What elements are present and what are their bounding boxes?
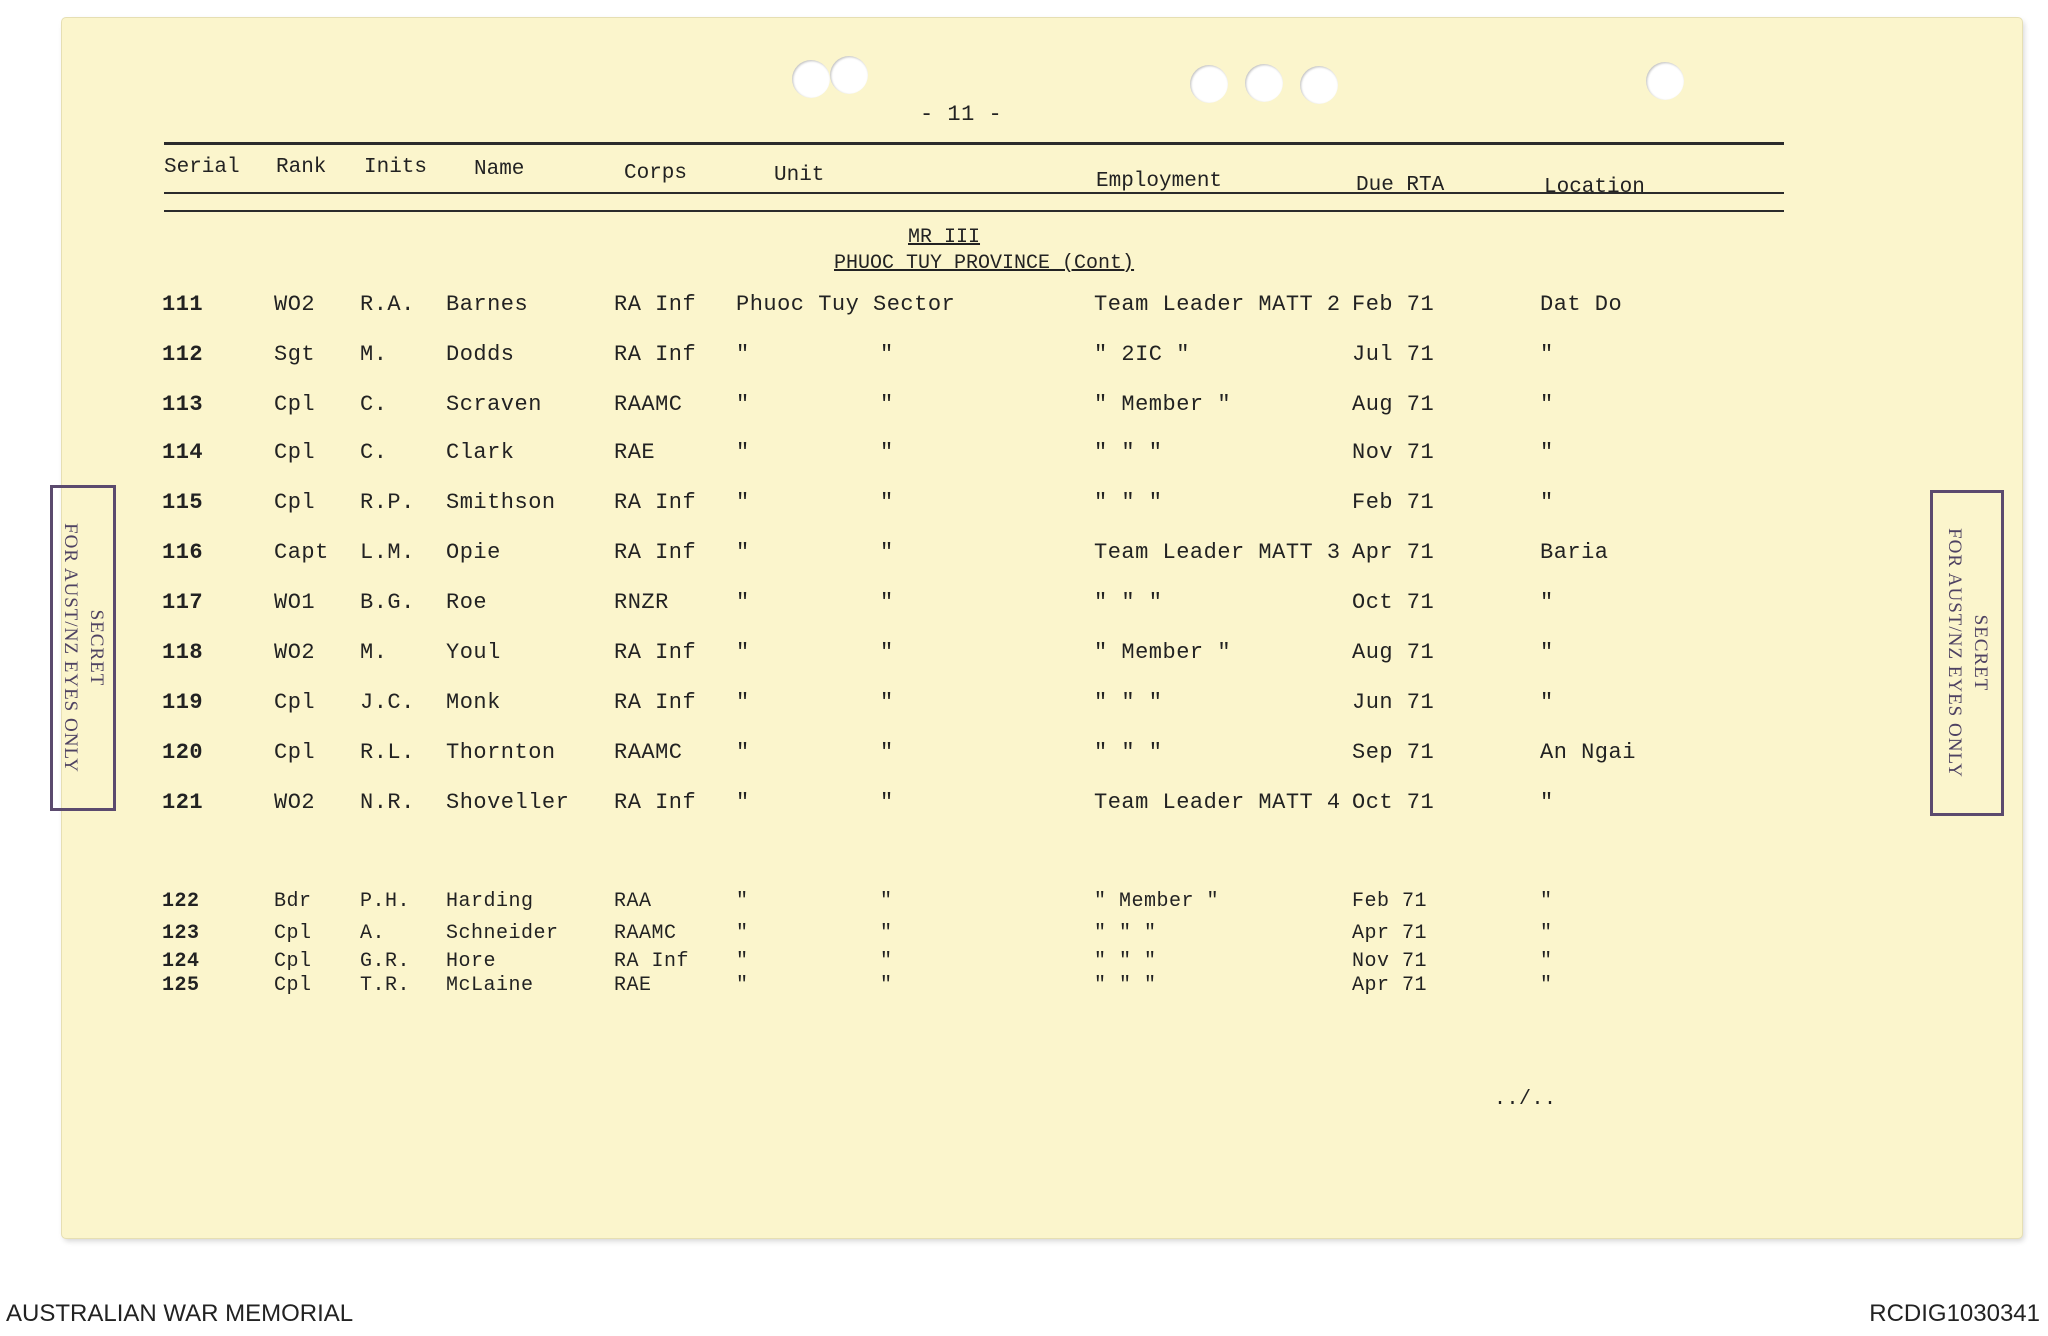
stamp-line-secret: SECRET — [86, 609, 108, 687]
cell-rank: Cpl — [274, 690, 316, 715]
cell-due-rta: Nov 71 — [1352, 950, 1428, 973]
cell-corps: RAE — [614, 440, 656, 465]
cell-corps: RA Inf — [614, 790, 697, 815]
cell-unit-a: " — [736, 790, 750, 815]
cell-serial: 124 — [162, 950, 200, 973]
footer-source: AUSTRALIAN WAR MEMORIAL — [6, 1300, 354, 1327]
cell-due-rta: Feb 71 — [1352, 292, 1435, 317]
cell-name: Barnes — [446, 292, 529, 317]
cell-serial: 113 — [162, 392, 204, 417]
cell-inits: M. — [360, 640, 388, 665]
cell-due-rta: Jul 71 — [1352, 342, 1435, 367]
secret-stamp-left — [50, 485, 116, 811]
cell-unit-b: " — [880, 440, 894, 465]
header-rule-top — [164, 142, 1784, 145]
cell-employment: Team Leader MATT 3 — [1094, 540, 1341, 565]
cell-corps: RA Inf — [614, 292, 697, 317]
cell-unit-b: " — [880, 950, 893, 973]
col-header-due-rta: Due RTA — [1356, 174, 1445, 197]
cell-corps: RA Inf — [614, 640, 697, 665]
cell-corps: RA Inf — [614, 540, 697, 565]
cell-location: Dat Do — [1540, 292, 1623, 317]
cell-inits: C. — [360, 440, 388, 465]
cell-due-rta: Apr 71 — [1352, 922, 1428, 945]
cell-unit-b: " — [880, 922, 893, 945]
cell-unit-b: " — [880, 590, 894, 615]
cell-unit-b: " — [880, 490, 894, 515]
cell-corps: RAE — [614, 974, 652, 997]
cell-rank: Capt — [274, 540, 329, 565]
col-header-name: Name — [474, 158, 525, 181]
cell-name: Opie — [446, 540, 501, 565]
cell-employment: " Member " — [1094, 890, 1220, 913]
cell-serial: 118 — [162, 640, 204, 665]
cell-employment: " " " — [1094, 922, 1157, 945]
cell-location: " — [1540, 974, 1553, 997]
cell-inits: M. — [360, 342, 388, 367]
cell-due-rta: Aug 71 — [1352, 640, 1435, 665]
cell-inits: A. — [360, 922, 386, 945]
footer-id: RCDIG1030341 — [1869, 1300, 2040, 1327]
cell-employment: " " " — [1094, 690, 1163, 715]
cell-employment: Team Leader MATT 2 — [1094, 292, 1341, 317]
cell-due-rta: Feb 71 — [1352, 890, 1428, 913]
cell-due-rta: Feb 71 — [1352, 490, 1435, 515]
cell-due-rta: Nov 71 — [1352, 440, 1435, 465]
cell-inits: J.C. — [360, 690, 415, 715]
cell-unit-a: " — [736, 974, 749, 997]
cell-unit-b: " — [880, 740, 894, 765]
cell-location: " — [1540, 950, 1553, 973]
cell-due-rta: Apr 71 — [1352, 974, 1428, 997]
cell-name: Clark — [446, 440, 515, 465]
cell-inits: C. — [360, 392, 388, 417]
cell-name: McLaine — [446, 974, 534, 997]
punch-hole — [1646, 62, 1684, 100]
cell-inits: P.H. — [360, 890, 411, 913]
cell-location: " — [1540, 922, 1553, 945]
stamp-line-eyes-only: FOR AUST/NZ EYES ONLY — [1944, 528, 1966, 778]
cell-due-rta: Oct 71 — [1352, 590, 1435, 615]
cell-unit-a: " — [736, 922, 749, 945]
cell-corps: RAA — [614, 890, 652, 913]
col-header-serial: Serial — [164, 156, 240, 179]
document-page — [62, 18, 2022, 1238]
stamp-line-secret: SECRET — [1970, 614, 1992, 692]
cell-location: " — [1540, 392, 1554, 417]
section-province: PHUOC TUY PROVINCE (Cont) — [834, 252, 1135, 275]
col-header-employment: Employment — [1096, 170, 1223, 193]
cell-due-rta: Sep 71 — [1352, 740, 1435, 765]
cell-unit-a: " — [736, 392, 750, 417]
col-header-rank: Rank — [276, 156, 327, 179]
cell-employment: " " " — [1094, 950, 1157, 973]
cell-corps: RA Inf — [614, 342, 697, 367]
cell-corps: RAAMC — [614, 922, 677, 945]
cell-employment: " 2IC " — [1094, 342, 1190, 367]
punch-hole — [830, 56, 868, 94]
cell-due-rta: Oct 71 — [1352, 790, 1435, 815]
cell-serial: 112 — [162, 342, 204, 367]
cell-serial: 120 — [162, 740, 204, 765]
cell-rank: WO1 — [274, 590, 316, 615]
section-region: MR III — [908, 226, 981, 249]
cell-rank: Sgt — [274, 342, 316, 367]
cell-unit-a: " — [736, 490, 750, 515]
cell-location: " — [1540, 790, 1554, 815]
page-number: - 11 - — [920, 102, 1003, 127]
col-header-location: Location — [1544, 176, 1645, 199]
cell-unit-b: " — [880, 890, 893, 913]
cell-serial: 119 — [162, 690, 204, 715]
cell-employment: " " " — [1094, 490, 1163, 515]
cell-inits: R.L. — [360, 740, 415, 765]
cell-unit-a: " — [736, 440, 750, 465]
cell-inits: L.M. — [360, 540, 415, 565]
cell-corps: RAAMC — [614, 392, 683, 417]
cell-employment: Team Leader MATT 4 — [1094, 790, 1341, 815]
cell-employment: " " " — [1094, 974, 1157, 997]
cell-location: Baria — [1540, 540, 1609, 565]
cell-name: Hore — [446, 950, 497, 973]
cell-serial: 125 — [162, 974, 200, 997]
cell-serial: 111 — [162, 292, 204, 317]
cell-rank: WO2 — [274, 292, 316, 317]
cell-name: Schneider — [446, 922, 559, 945]
cell-employment: " " " — [1094, 740, 1163, 765]
cell-inits: G.R. — [360, 950, 411, 973]
punch-hole — [1300, 66, 1338, 104]
cell-unit-b: " — [880, 974, 893, 997]
cell-name: Dodds — [446, 342, 515, 367]
punch-hole — [792, 60, 830, 98]
cell-corps: RA Inf — [614, 490, 697, 515]
cell-serial: 116 — [162, 540, 204, 565]
cell-rank: WO2 — [274, 790, 316, 815]
col-header-inits: Inits — [364, 156, 428, 179]
cell-unit-b: " — [880, 640, 894, 665]
header-rule-bottom — [164, 210, 1784, 212]
cell-location: An Ngai — [1540, 740, 1636, 765]
cell-name: Shoveller — [446, 790, 570, 815]
cell-name: Monk — [446, 690, 501, 715]
cell-serial: 121 — [162, 790, 204, 815]
cell-inits: T.R. — [360, 974, 411, 997]
cell-corps: RA Inf — [614, 690, 697, 715]
cell-location: " — [1540, 690, 1554, 715]
cell-corps: RNZR — [614, 590, 669, 615]
col-header-unit: Unit — [774, 164, 825, 187]
cell-serial: 122 — [162, 890, 200, 913]
cell-unit-a: " — [736, 540, 750, 565]
cell-rank: Cpl — [274, 490, 316, 515]
cell-location: " — [1540, 342, 1554, 367]
stamp-line-eyes-only: FOR AUST/NZ EYES ONLY — [60, 523, 82, 773]
cell-employment: " " " — [1094, 440, 1163, 465]
cell-rank: Cpl — [274, 392, 316, 417]
continuation-mark: ../.. — [1494, 1088, 1557, 1111]
cell-serial: 114 — [162, 440, 204, 465]
cell-employment: " Member " — [1094, 392, 1232, 417]
cell-serial: 115 — [162, 490, 204, 515]
cell-unit-a: " — [736, 640, 750, 665]
cell-location: " — [1540, 890, 1553, 913]
cell-unit-a: " — [736, 890, 749, 913]
cell-unit-a: " — [736, 690, 750, 715]
cell-rank: Cpl — [274, 950, 312, 973]
cell-serial: 117 — [162, 590, 204, 615]
cell-inits: B.G. — [360, 590, 415, 615]
cell-unit-b: " — [880, 540, 894, 565]
cell-name: Smithson — [446, 490, 556, 515]
cell-employment: " " " — [1094, 590, 1163, 615]
cell-unit-b: " — [880, 342, 894, 367]
cell-due-rta: Apr 71 — [1352, 540, 1435, 565]
cell-employment: " Member " — [1094, 640, 1232, 665]
cell-unit-a: " — [736, 590, 750, 615]
cell-rank: Cpl — [274, 740, 316, 765]
cell-inits: N.R. — [360, 790, 415, 815]
cell-rank: Cpl — [274, 922, 312, 945]
header-rule-mid — [164, 192, 1784, 194]
cell-location: " — [1540, 440, 1554, 465]
cell-name: Youl — [446, 640, 501, 665]
punch-hole — [1190, 65, 1228, 103]
cell-serial: 123 — [162, 922, 200, 945]
cell-corps: RA Inf — [614, 950, 690, 973]
cell-inits: R.A. — [360, 292, 415, 317]
cell-rank: Cpl — [274, 974, 312, 997]
punch-hole — [1245, 64, 1283, 102]
cell-location: " — [1540, 640, 1554, 665]
cell-rank: Bdr — [274, 890, 312, 913]
cell-due-rta: Aug 71 — [1352, 392, 1435, 417]
cell-due-rta: Jun 71 — [1352, 690, 1435, 715]
cell-unit-b: " — [880, 790, 894, 815]
cell-name: Thornton — [446, 740, 556, 765]
cell-unit-a: Phuoc Tuy Sector — [736, 292, 956, 317]
cell-unit-a: " — [736, 950, 749, 973]
col-header-corps: Corps — [624, 162, 688, 185]
secret-stamp-right — [1930, 490, 2004, 816]
cell-name: Scraven — [446, 392, 542, 417]
cell-location: " — [1540, 590, 1554, 615]
cell-rank: WO2 — [274, 640, 316, 665]
cell-name: Harding — [446, 890, 534, 913]
cell-unit-a: " — [736, 740, 750, 765]
cell-location: " — [1540, 490, 1554, 515]
cell-unit-a: " — [736, 342, 750, 367]
cell-unit-b: " — [880, 392, 894, 417]
cell-unit-b: " — [880, 690, 894, 715]
cell-corps: RAAMC — [614, 740, 683, 765]
cell-name: Roe — [446, 590, 488, 615]
cell-rank: Cpl — [274, 440, 316, 465]
cell-inits: R.P. — [360, 490, 415, 515]
